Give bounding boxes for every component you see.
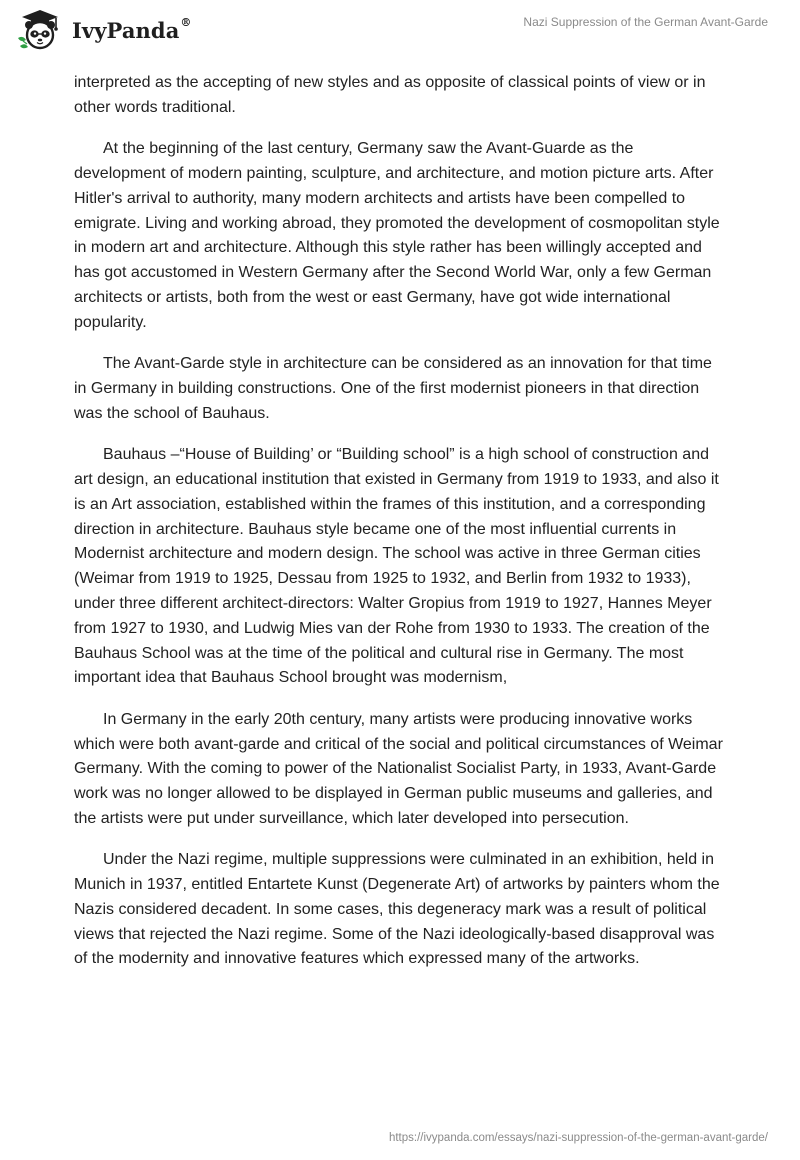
panda-graduate-icon (14, 8, 66, 52)
ivypanda-logo[interactable] (14, 8, 192, 52)
brand-label: IvyPanda (72, 17, 180, 43)
paragraph: In Germany in the early 20th century, many artists were producing innovative works which were both avant-garde and critical of the social and political circumstances of Weimar Germany. With the coming to power of the Nationalist Socialist Party, in 1933, Avant-Garde work was no longer allowed to be displayed in German public museums and galleries, and the artists were put under surveillance, which later developed into persecution. (74, 710, 723, 827)
paragraph: Bauhaus –“House of Building’ or “Building school” is a high school of construction and art design, an educational institution that existed in Germany from 1919 to 1933, and also it is an Art association, established within the frames of this institution, and a corresponding direction in architecture. Bauhaus style became one of the most influential currents in Modernist architecture and modern design. The school was active in three German cities (Weimar from 1919 to 1925, Dessau from 1925 to 1932, and Berlin from 1932 to 1933), under three different architect-directors: Walter Gropius from 1919 to 1927, Hannes Meyer from 1927 to 1930, and Ludwig Mies van der Rohe from 1930 to 1933. The creation of the Bauhaus School was at the time of the political and cultural rise in Germany. The most important idea that Bauhaus School brought was modernism, (74, 446, 719, 687)
document-title: Nazi Suppression of the German Avant-Garde (523, 15, 768, 29)
paragraph: The Avant-Garde style in architecture can be considered as an innovation for that time in Germany in building constructions. One of the first modernist pioneers in that direction was the school of Bauhaus. (74, 355, 712, 422)
page-header (0, 0, 800, 60)
paragraph: At the beginning of the last century, Germany saw the Avant-Guarde as the development of modern painting, sculpture, and architecture, and motion picture arts. After Hitler's arrival to authority, many modern architects and artists have been compelled to emigrate. Living and working abroad, they promoted the development of cosmopolitan style in modern art and architecture. Although this style rather has been willingly accepted and has got accustomed in Western Germany after the Second World War, only a few German architects or artists, both from the west or east Germany, have got wide international popularity. (74, 140, 720, 331)
brand-name (72, 15, 192, 43)
registered-mark: ® (180, 15, 192, 29)
paragraph: interpreted as the accepting of new styles and as opposite of classical points of view or in other words traditional. (74, 74, 706, 116)
essay-body (74, 71, 724, 989)
source-url[interactable]: https://ivypanda.com/essays/nazi-suppression-of-the-german-avant-garde/ (388, 1132, 768, 1144)
paragraph: Under the Nazi regime, multiple suppressions were culminated in an exhibition, held in Munich in 1937, entitled Entartete Kunst (Degenerate Art) of artworks by painters whom the Nazis considered decadent. In some cases, this degeneracy mark was a result of political views that rejected the Nazi regime. Some of the Nazi ideologically-based disapproval was of the modernity and innovative features which expressed many of the artworks. (74, 851, 720, 968)
